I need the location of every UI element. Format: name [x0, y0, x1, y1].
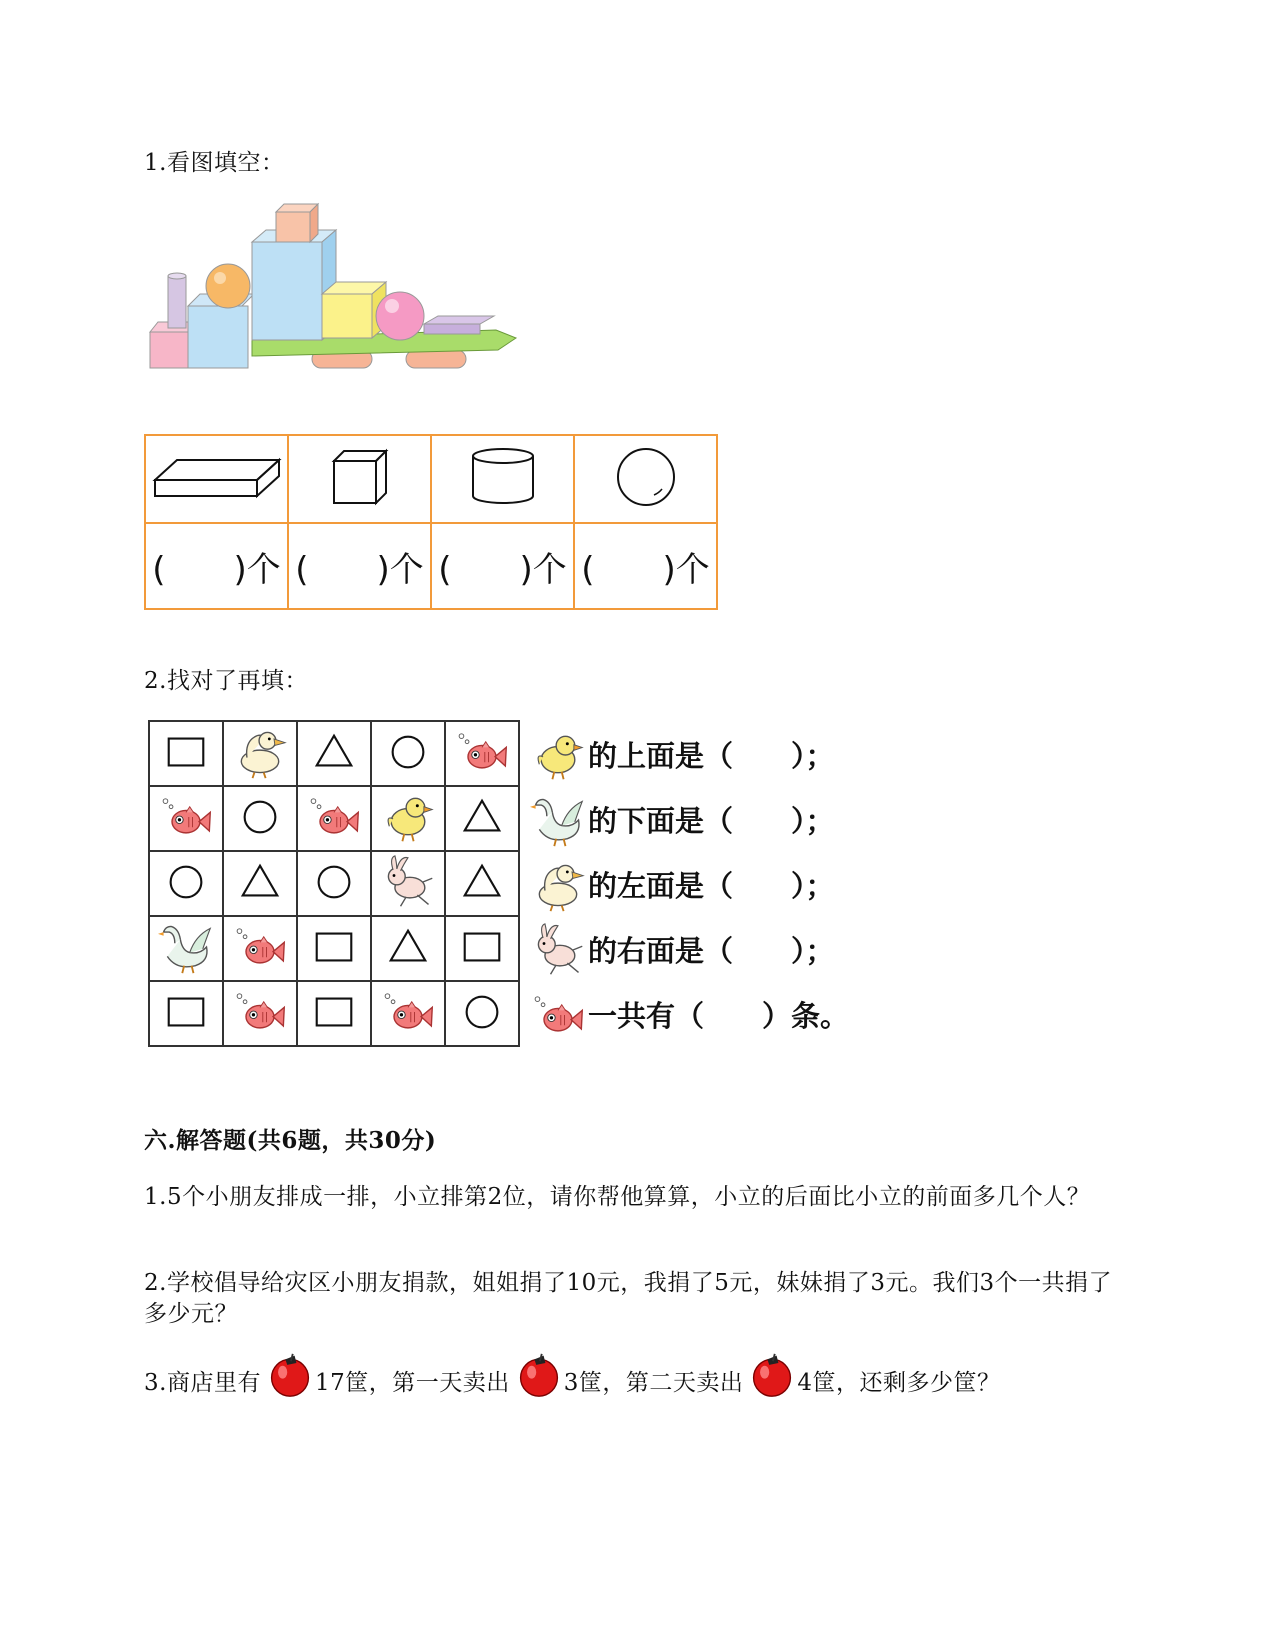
grid-cell: [223, 916, 297, 981]
circle-icon: [384, 728, 432, 776]
grid-cell: [371, 981, 445, 1046]
clue-item: [530, 982, 849, 1047]
problem-3-part-a: 3.商店里有: [144, 1369, 261, 1396]
clue-item: [530, 852, 849, 917]
triangle-icon: [458, 858, 506, 906]
clue-item: [530, 722, 849, 787]
grid-cell: [297, 916, 371, 981]
cube-icon: [330, 447, 390, 507]
duck-icon: [232, 724, 288, 780]
circle-icon: [458, 988, 506, 1036]
circle-icon: [310, 858, 358, 906]
clue-text[interactable]: 的上面是（ ）；: [588, 739, 835, 773]
grid-cell: [149, 851, 223, 916]
count-blank-cube[interactable]: ( )个: [288, 523, 431, 609]
shape-count-table: [144, 434, 718, 610]
position-grid: [148, 720, 520, 1047]
apple-basket-icon: [749, 1352, 795, 1398]
rabbit-icon: [530, 922, 586, 978]
problem-2: 2.学校倡导给灾区小朋友捐款，姐姐捐了10元，我捐了5元，妹妹捐了3元。我们3个一共捐了多少元？: [144, 1270, 1113, 1327]
count-blank-cylinder[interactable]: ( )个: [431, 523, 574, 609]
triangle-icon: [458, 793, 506, 841]
fish-icon: [232, 919, 288, 975]
grid-cell: [297, 851, 371, 916]
circle-icon: [162, 858, 210, 906]
grid-cell: [445, 916, 519, 981]
clue-text[interactable]: 一共有（ ）条。: [588, 999, 850, 1033]
goose-icon: [530, 792, 586, 848]
section-heading: 六.解答题(共6题，共30分): [144, 1127, 437, 1154]
rabbit-icon: [380, 854, 436, 910]
fish-icon: [380, 984, 436, 1040]
grid-cell: [149, 981, 223, 1046]
grid-row: [149, 916, 519, 981]
problem-1: 1.5个小朋友排成一排，小立排第2位，请你帮他算算，小立的后面比小立的前面多几个人？: [144, 1184, 1091, 1210]
grid-cell: [223, 721, 297, 786]
clue-text[interactable]: 的左面是（ ）；: [588, 869, 835, 903]
grid-cell: [297, 981, 371, 1046]
blocks-illustration: [148, 198, 520, 376]
square-icon: [310, 988, 358, 1036]
clue-item: [530, 917, 849, 982]
fish-icon: [530, 987, 586, 1043]
apple-basket-icon: [267, 1352, 313, 1398]
problem-3-part-c: 3筐，第二天卖出: [563, 1369, 744, 1396]
square-icon: [162, 988, 210, 1036]
fish-icon: [454, 724, 510, 780]
circle-icon: [236, 793, 284, 841]
grid-row: [149, 851, 519, 916]
fish-icon: [232, 984, 288, 1040]
clue-item: [530, 787, 849, 852]
grid-cell: [445, 721, 519, 786]
cuboid-icon: [151, 452, 283, 502]
sphere-cell: [574, 435, 717, 523]
q2-title: 2.找对了再填：: [144, 668, 308, 694]
count-blank-cuboid[interactable]: ( )个: [145, 523, 288, 609]
grid-cell: [297, 786, 371, 851]
grid-cell: [371, 721, 445, 786]
grid-cell: [297, 721, 371, 786]
triangle-icon: [384, 923, 432, 971]
sphere-icon: [614, 445, 678, 509]
grid-cell: [371, 851, 445, 916]
grid-row: [149, 721, 519, 786]
count-blank-sphere[interactable]: ( )个: [574, 523, 717, 609]
square-icon: [458, 923, 506, 971]
cylinder-cell: [431, 435, 574, 523]
fish-icon: [306, 789, 362, 845]
grid-cell: [223, 981, 297, 1046]
triangle-icon: [310, 728, 358, 776]
grid-cell: [445, 786, 519, 851]
clue-text[interactable]: 的右面是（ ）；: [588, 934, 835, 968]
grid-cell: [371, 786, 445, 851]
cuboid-cell: [145, 435, 288, 523]
apple-basket-icon: [516, 1352, 562, 1398]
grid-cell: [445, 981, 519, 1046]
grid-row: [149, 786, 519, 851]
problem-3-part-b: 17筐，第一天卖出: [314, 1369, 510, 1396]
grid-row: [149, 981, 519, 1046]
grid-cell: [223, 851, 297, 916]
problem-3-part-d: 4筐，还剩多少筐？: [797, 1369, 1001, 1396]
grid-cell: [149, 786, 223, 851]
clue-list: [530, 722, 849, 1047]
triangle-icon: [236, 858, 284, 906]
grid-cell: [371, 916, 445, 981]
problem-3: [144, 1352, 1001, 1408]
grid-cell: [149, 721, 223, 786]
q1-title: 1.看图填空：: [144, 150, 285, 176]
chick-icon: [530, 727, 586, 783]
goose-icon: [158, 919, 214, 975]
duck-icon: [530, 857, 586, 913]
fish-icon: [158, 789, 214, 845]
clue-text[interactable]: 的下面是（ ）；: [588, 804, 835, 838]
grid-cell: [223, 786, 297, 851]
cube-cell: [288, 435, 431, 523]
square-icon: [162, 728, 210, 776]
chick-icon: [380, 789, 436, 845]
cylinder-icon: [469, 446, 537, 508]
grid-cell: [445, 851, 519, 916]
square-icon: [310, 923, 358, 971]
grid-cell: [149, 916, 223, 981]
